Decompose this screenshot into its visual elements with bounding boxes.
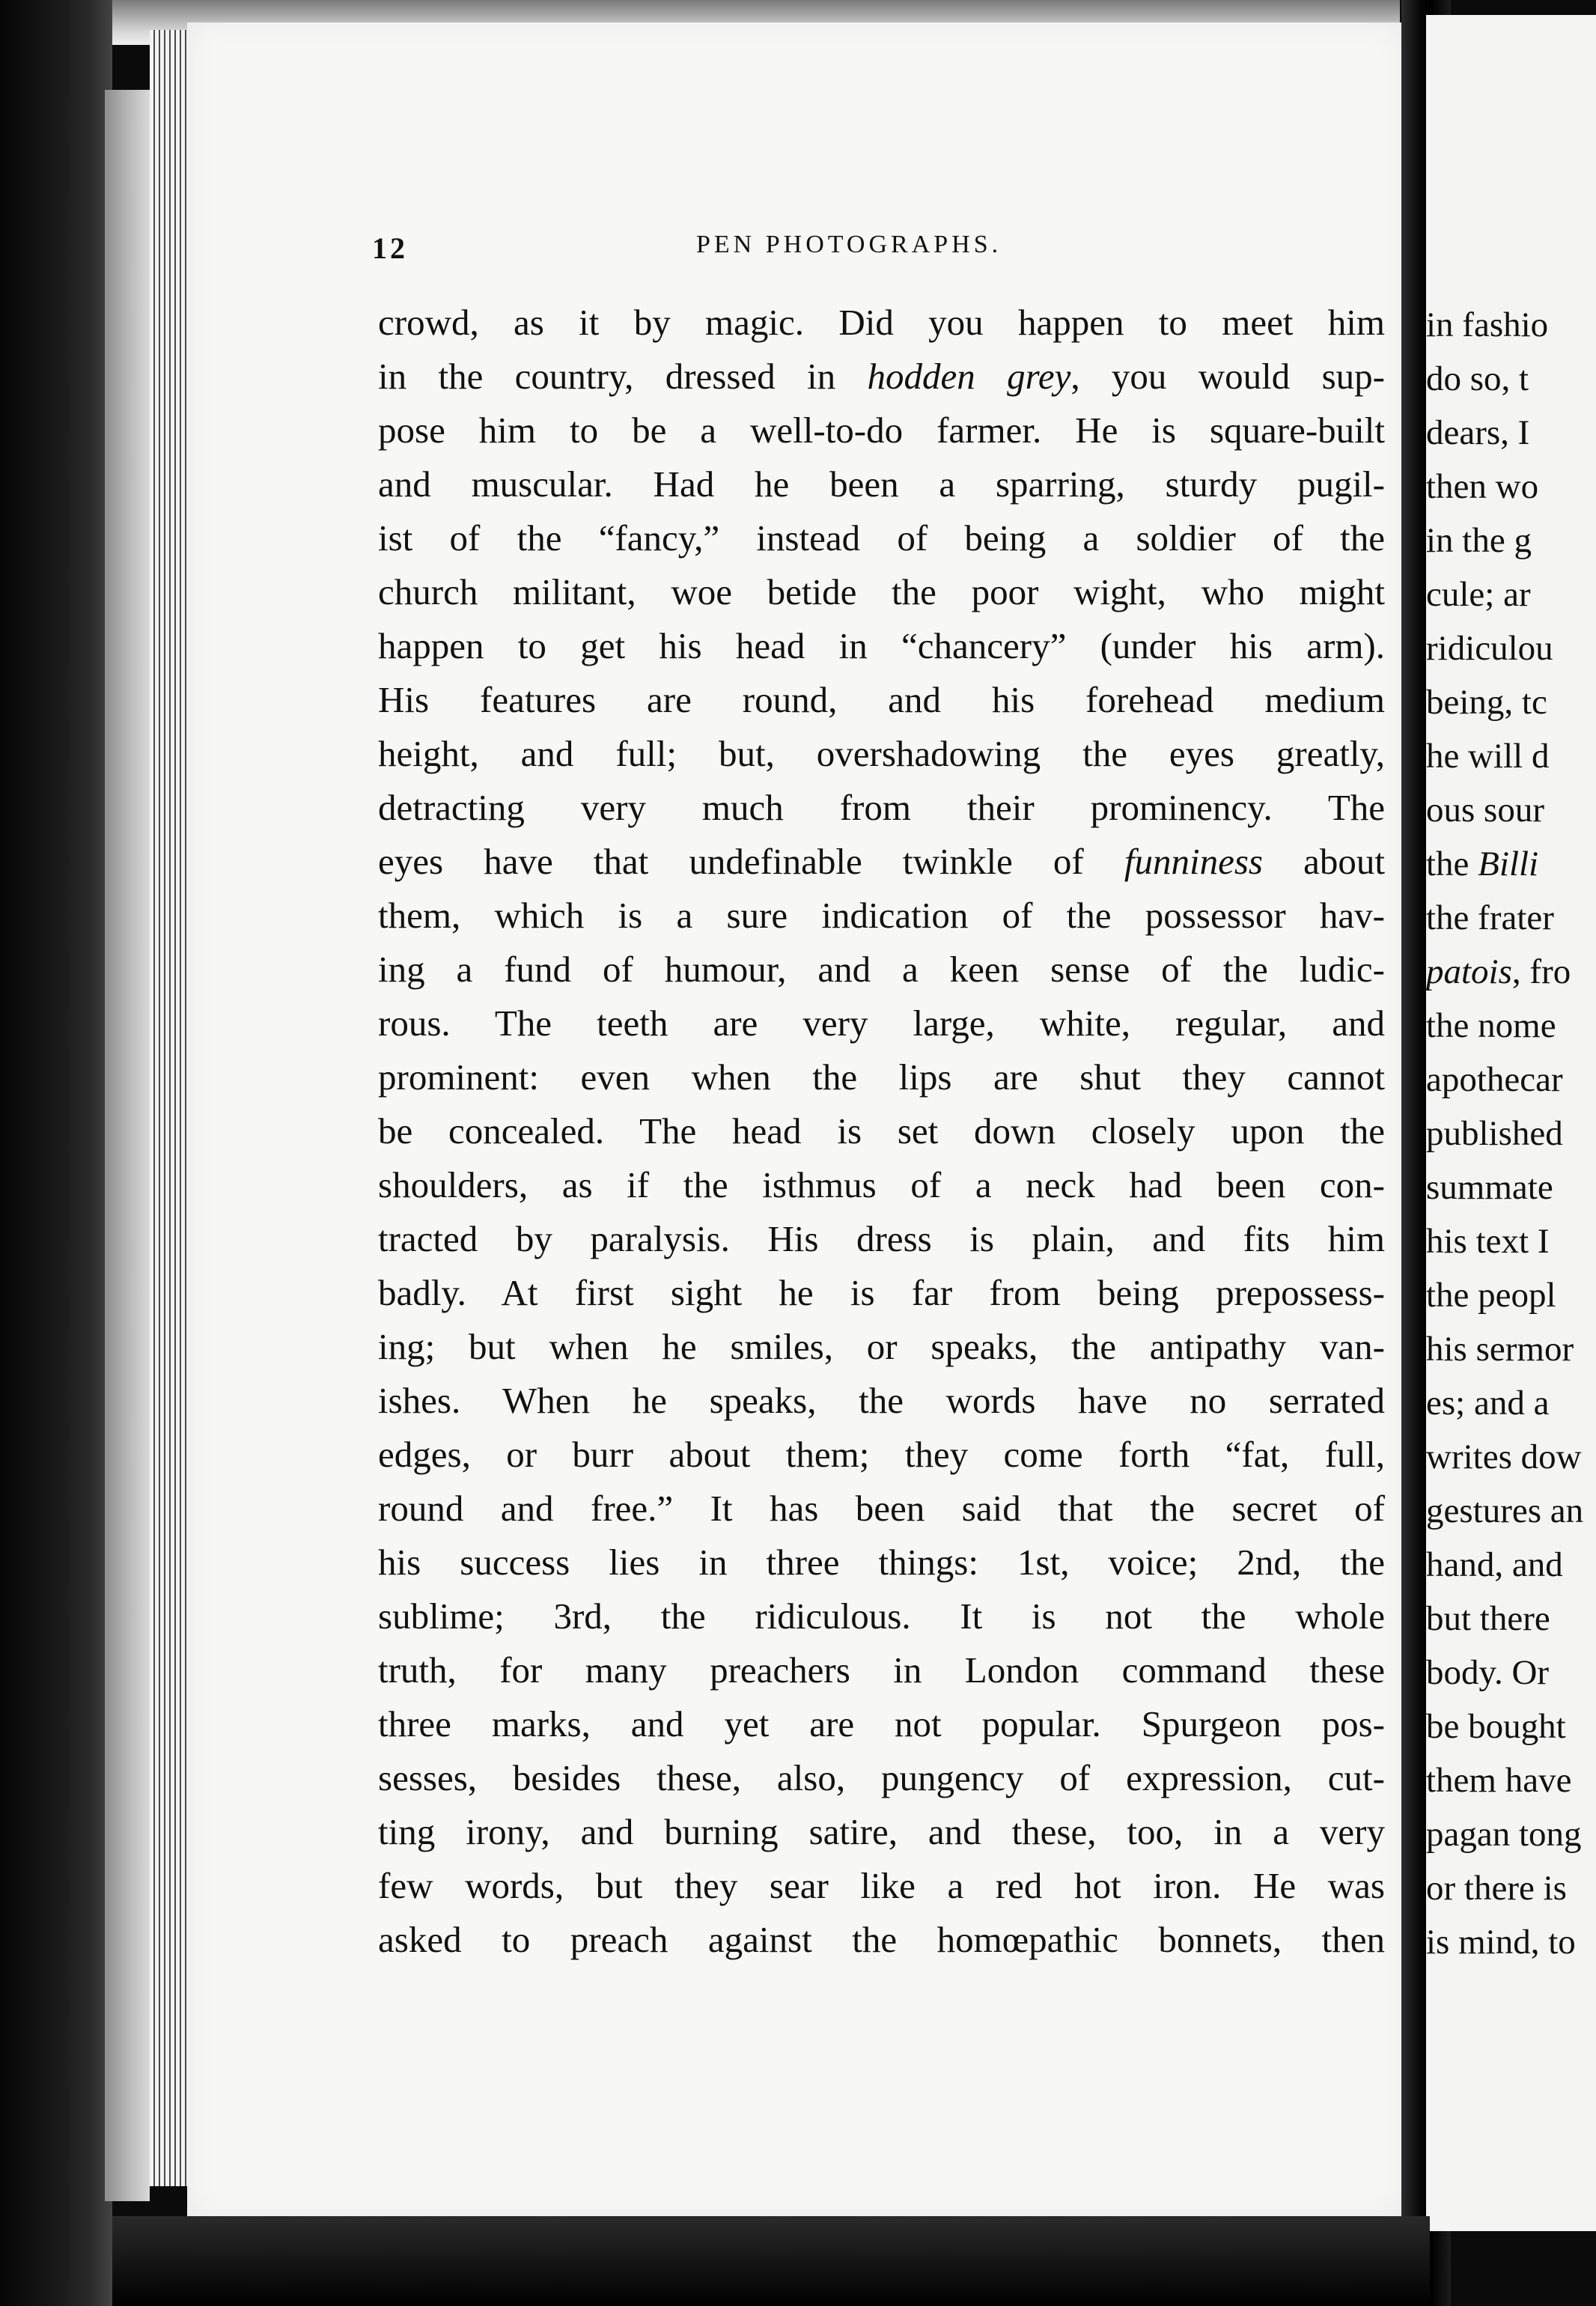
text-line: but there: [1426, 1599, 1550, 1638]
text-line: pagan tong: [1426, 1815, 1582, 1854]
text-line: the Billi: [1426, 845, 1539, 883]
text-line: in the country, dressed in hodden grey, you would sup-: [378, 356, 1385, 397]
text-line: sesses, besides these, also, pungency of expression, cut-: [378, 1757, 1385, 1798]
text-line: three marks, and yet are not popular. Spurgeon pos-: [378, 1703, 1385, 1744]
text-line: few words, but they sear like a red hot iron. He was: [378, 1865, 1385, 1906]
text-line: sublime; 3rd, the ridiculous. It is not the whole: [378, 1595, 1385, 1637]
text-line: detracting very much from their prominency. The: [378, 787, 1385, 828]
text-line: summate: [1426, 1168, 1553, 1207]
text-line: rous. The teeth are very large, white, regular, and: [378, 1003, 1385, 1044]
text-line: prominent: even when the lips are shut they cannot: [378, 1056, 1385, 1098]
text-line: body. Or: [1426, 1653, 1550, 1692]
text-line: eyes have that undefinable twinkle of funniness about: [378, 841, 1385, 882]
text-line: writes dow: [1426, 1438, 1582, 1476]
text-line: is mind, to: [1426, 1923, 1576, 1962]
text-line: published: [1426, 1114, 1563, 1153]
text-line: His features are round, and his forehead medium: [378, 679, 1385, 720]
text-line: his sermor: [1426, 1330, 1574, 1369]
stacked-page-edges: [150, 30, 191, 2186]
text-line: cule; ar: [1426, 575, 1531, 614]
text-line: and muscular. Had he been a sparring, sturdy pugil-: [378, 463, 1385, 505]
text-line: gestures an: [1426, 1491, 1584, 1530]
text-line: ridiculou: [1426, 629, 1553, 668]
text-line: ous sour: [1426, 791, 1544, 830]
text-line: his text I: [1426, 1222, 1550, 1261]
text-line: the frater: [1426, 898, 1554, 937]
text-line: the peopl: [1426, 1276, 1556, 1315]
text-line: happen to get his head in “chancery” (under his arm).: [378, 625, 1385, 666]
text-line: ishes. When he speaks, the words have no serrated: [378, 1380, 1385, 1421]
text-line: badly. At first sight he is far from being prepossess-: [378, 1272, 1385, 1313]
left-page-body: [378, 296, 1385, 1967]
text-line: ing; but when he smiles, or speaks, the antipathy van-: [378, 1326, 1385, 1367]
text-line: hand, and: [1426, 1545, 1563, 1584]
text-line: in fashio: [1426, 305, 1549, 344]
text-line: be bought: [1426, 1707, 1566, 1746]
running-head: PEN PHOTOGRAPHS.: [696, 231, 1002, 258]
text-line: being, tc: [1426, 683, 1547, 722]
text-line: dears, I: [1426, 413, 1530, 452]
text-line: patois, fro: [1426, 952, 1571, 991]
text-line: in the g: [1426, 521, 1532, 560]
text-line: ist of the “fancy,” instead of being a soldier of the: [378, 517, 1385, 559]
text-line: or there is: [1426, 1869, 1567, 1908]
text-line: truth, for many preachers in London command these: [378, 1649, 1385, 1691]
text-line: them have: [1426, 1761, 1572, 1800]
bottom-edge: [112, 2216, 1430, 2306]
text-line: asked to preach against the homœpathic bonnets, then: [378, 1919, 1385, 1960]
text-line: round and free.” It has been said that the secret of: [378, 1488, 1385, 1529]
text-line: edges, or burr about them; they come forth “fat, full,: [378, 1434, 1385, 1475]
text-line: ting irony, and burning satire, and these, too, in a very: [378, 1811, 1385, 1852]
text-line: height, and full; but, overshadowing the eyes greatly,: [378, 733, 1385, 774]
text-line: apothecar: [1426, 1060, 1563, 1099]
text-line: be concealed. The head is set down closely upon the: [378, 1110, 1385, 1152]
text-line: tracted by paralysis. His dress is plain, and fits him: [378, 1218, 1385, 1259]
text-line: do so, t: [1426, 359, 1529, 398]
text-line: crowd, as it by magic. Did you happen to meet him: [378, 302, 1385, 343]
text-line: es; and a: [1426, 1384, 1550, 1423]
text-line: he will d: [1426, 737, 1550, 776]
text-line: pose him to be a well-to-do farmer. He is square-built: [378, 410, 1385, 451]
text-line: then wo: [1426, 467, 1539, 506]
text-line: church militant, woe betide the poor wight, who might: [378, 571, 1385, 612]
page-number: 12: [372, 231, 408, 265]
right-page-body: [1426, 298, 1583, 1969]
underlying-leaves: [105, 90, 150, 2201]
text-line: the nome: [1426, 1006, 1556, 1045]
binding-edge: [0, 0, 112, 2306]
text-line: his success lies in three things: 1st, voice; 2nd, the: [378, 1542, 1385, 1583]
text-line: ing a fund of humour, and a keen sense of the ludic-: [378, 949, 1385, 990]
text-line: shoulders, as if the isthmus of a neck had been con-: [378, 1164, 1385, 1205]
text-line: them, which is a sure indication of the possessor hav-: [378, 895, 1385, 936]
right-page: [1426, 15, 1596, 2231]
